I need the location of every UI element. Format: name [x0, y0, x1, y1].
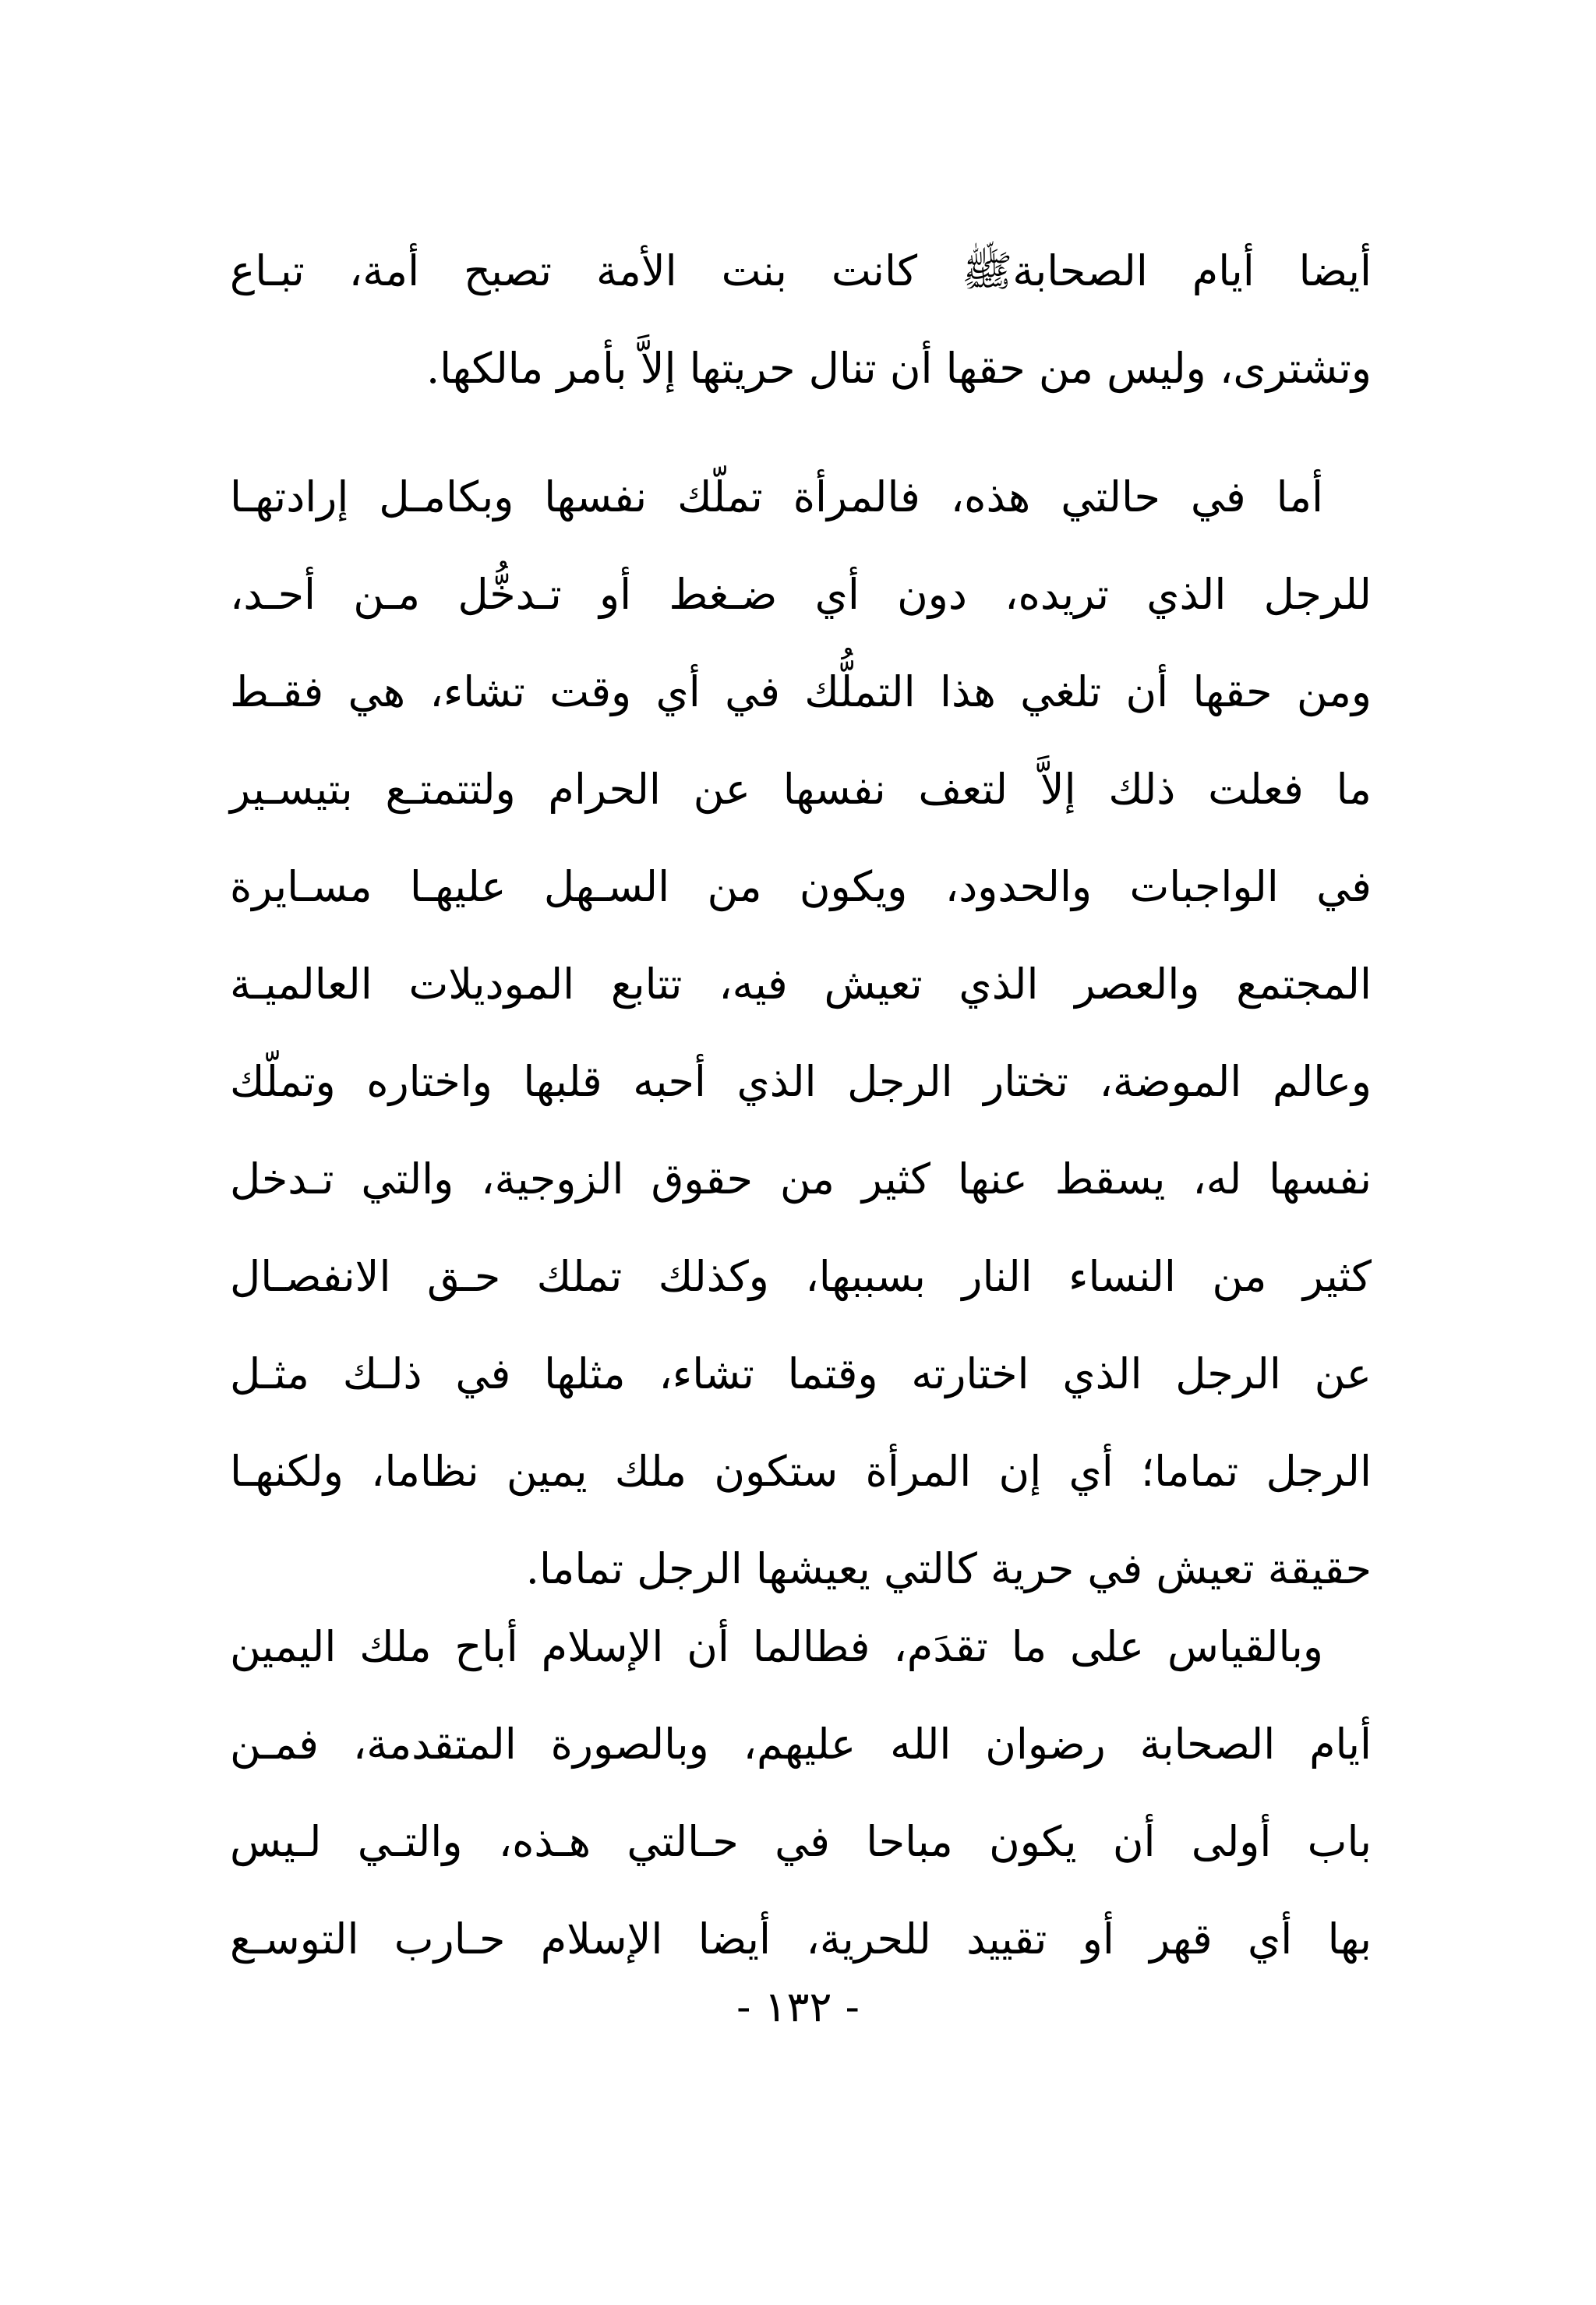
page-number: - ١٣٢ - [736, 1982, 860, 2031]
text-line: وبالقياس على ما تقدَم، فطالما أن الإسلام أباح ملك اليمين [230, 1622, 1323, 1671]
text-line: ما فعلت ذلك إلاَّ لتعف نفسها عن الحرام ولتتمتـع بتيسـير [230, 765, 1372, 814]
text-line: عن الرجل الذي اختارته وقتما تشاء، مثلها في ذلـك مثـل [230, 1349, 1372, 1398]
text-line: كثير من النساء النار بسببها، وكذلك تملك حـق الانفصـال [230, 1252, 1372, 1301]
text-line: بها أي قهر أو تقييد للحرية، أيضا الإسلام حـارب التوسـع [230, 1914, 1372, 1964]
text-line: أيام الصحابة رضوان الله عليهم، وبالصورة المتقدمة، فمـن [230, 1720, 1372, 1769]
text-line: وتشترى، وليس من حقها أن تنال حريتها إلاَّ بأمر مالكها. [426, 344, 1372, 393]
text-line: للرجل الذي تريده، دون أي ضـغط أو تـدخُّل مـن أحـد، [230, 570, 1372, 619]
text-line: ومن حقها أن تلغي هذا التملُّك في أي وقت تشاء، هي فقـط [230, 667, 1372, 716]
text-line: المجتمع والعصر الذي تعيش فيه، تتابع الموديلات العالميـة [230, 960, 1372, 1009]
paragraph-3 [230, 1598, 1372, 1988]
text-line: وعالم الموضة، تختار الرجل الذي أحبه قلبها واختاره وتملّك [230, 1057, 1372, 1106]
text-line: باب أولى أن يكون مباحا في حـالتي هـذه، والتـي لـيس [230, 1817, 1372, 1866]
text-line: أيضا أيام الصحابةﷺ كانت بنت الأمة تصبح أمة، تبـاع [230, 246, 1372, 295]
text-line: أما في حالتي هذه، فالمرأة تملّك نفسها وبكامـل إرادتهـا [230, 472, 1323, 521]
text-line: الرجل تماما؛ أي إن المرأة ستكون ملك يمين نظاما، ولكنهـا [230, 1447, 1372, 1496]
paragraph-1 [230, 222, 1372, 417]
text-line: في الواجبات والحدود، ويكون من السـهل عليهـا مسـايرة [230, 862, 1372, 911]
text-line: حقيقة تعيش في حرية كالتي يعيشها الرجل تماما. [525, 1544, 1372, 1593]
paragraph-2 [230, 448, 1372, 1617]
text-line: نفسها له، يسقط عنها كثير من حقوق الزوجية، والتي تـدخل [230, 1154, 1372, 1204]
